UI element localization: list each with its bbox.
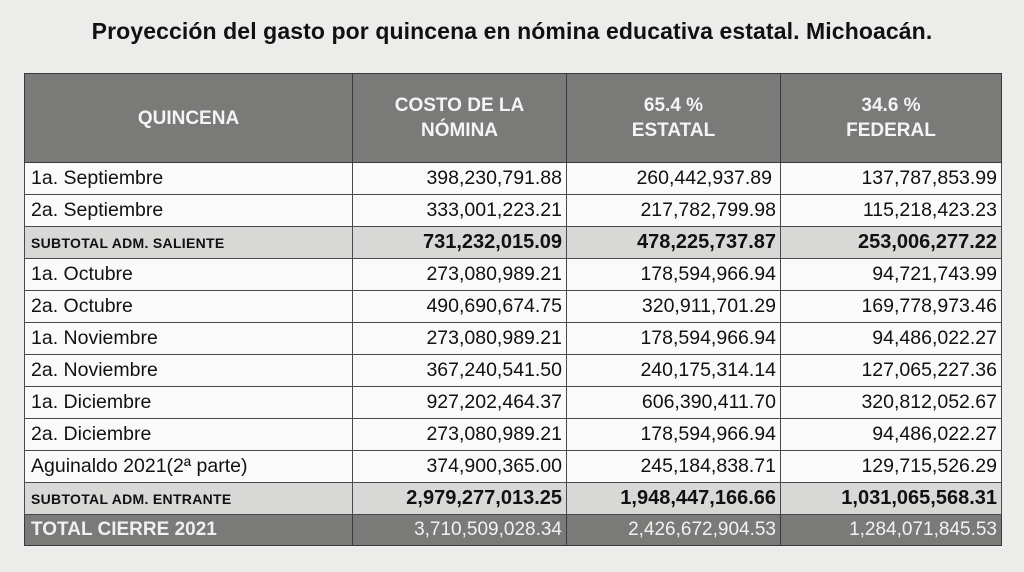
- costo-cell: 367,240,541.50: [353, 355, 567, 387]
- table-row: [25, 419, 1002, 451]
- table-row: [25, 451, 1002, 483]
- estatal-cell: 217,782,799.98: [567, 195, 781, 227]
- federal-cell: 169,778,973.46: [781, 291, 1002, 323]
- costo-cell: 273,080,989.21: [353, 323, 567, 355]
- table-row: [25, 259, 1002, 291]
- header-quincena: QUINCENA: [25, 74, 353, 163]
- federal-cell: 127,065,227.36: [781, 355, 1002, 387]
- row-label: 1a. Diciembre: [25, 387, 353, 419]
- row-label: SUBTOTAL ADM. SALIENTE: [25, 227, 353, 259]
- costo-cell: 927,202,464.37: [353, 387, 567, 419]
- estatal-cell: 478,225,737.87: [567, 227, 781, 259]
- table-row: [25, 387, 1002, 419]
- row-label: 1a. Octubre: [25, 259, 353, 291]
- federal-cell: 1,284,071,845.53: [781, 515, 1002, 546]
- row-label: 1a. Noviembre: [25, 323, 353, 355]
- row-label: 2a. Octubre: [25, 291, 353, 323]
- costo-cell: 731,232,015.09: [353, 227, 567, 259]
- table-row: [25, 163, 1002, 195]
- federal-cell: 94,486,022.27: [781, 323, 1002, 355]
- costo-cell: 490,690,674.75: [353, 291, 567, 323]
- row-label: Aguinaldo 2021(2ª parte): [25, 451, 353, 483]
- costo-cell: 333,001,223.21: [353, 195, 567, 227]
- row-label: SUBTOTAL ADM. ENTRANTE: [25, 483, 353, 515]
- row-label: 2a. Septiembre: [25, 195, 353, 227]
- federal-cell: 320,812,052.67: [781, 387, 1002, 419]
- federal-cell: 1,031,065,568.31: [781, 483, 1002, 515]
- estatal-cell: 178,594,966.94: [567, 419, 781, 451]
- federal-cell: 115,218,423.23: [781, 195, 1002, 227]
- federal-cell: 94,721,743.99: [781, 259, 1002, 291]
- costo-cell: 374,900,365.00: [353, 451, 567, 483]
- subtotal-entrante-row: [25, 483, 1002, 515]
- estatal-cell: 245,184,838.71: [567, 451, 781, 483]
- table-row: [25, 355, 1002, 387]
- estatal-cell: 178,594,966.94: [567, 259, 781, 291]
- costo-cell: 3,710,509,028.34: [353, 515, 567, 546]
- table-row: [25, 291, 1002, 323]
- costo-cell: 273,080,989.21: [353, 419, 567, 451]
- header-costo: COSTO DE LA NÓMINA: [353, 74, 567, 163]
- estatal-cell: 178,594,966.94: [567, 323, 781, 355]
- federal-cell: 137,787,853.99: [781, 163, 1002, 195]
- row-label: 2a. Diciembre: [25, 419, 353, 451]
- estatal-cell: 240,175,314.14: [567, 355, 781, 387]
- table-row: [25, 195, 1002, 227]
- federal-cell: 129,715,526.29: [781, 451, 1002, 483]
- subtotal-saliente-row: [25, 227, 1002, 259]
- header-federal: 34.6 % FEDERAL: [781, 74, 1002, 163]
- total-row: [25, 515, 1002, 546]
- federal-cell: 94,486,022.27: [781, 419, 1002, 451]
- estatal-cell: 2,426,672,904.53: [567, 515, 781, 546]
- table-row: [25, 323, 1002, 355]
- page-title: Proyección del gasto por quincena en nómina educativa estatal. Michoacán.: [91, 18, 933, 44]
- payroll-table: [24, 73, 1002, 546]
- header-estatal: 65.4 % ESTATAL: [567, 74, 781, 163]
- estatal-cell: 260,442,937.89: [567, 163, 781, 195]
- header-row: [25, 74, 1002, 163]
- estatal-cell: 320,911,701.29: [567, 291, 781, 323]
- costo-cell: 273,080,989.21: [353, 259, 567, 291]
- row-label: TOTAL CIERRE 2021: [25, 515, 353, 546]
- estatal-cell: 606,390,411.70: [567, 387, 781, 419]
- federal-cell: 253,006,277.22: [781, 227, 1002, 259]
- estatal-cell: 1,948,447,166.66: [567, 483, 781, 515]
- row-label: 2a. Noviembre: [25, 355, 353, 387]
- row-label: 1a. Septiembre: [25, 163, 353, 195]
- costo-cell: 2,979,277,013.25: [353, 483, 567, 515]
- costo-cell: 398,230,791.88: [353, 163, 567, 195]
